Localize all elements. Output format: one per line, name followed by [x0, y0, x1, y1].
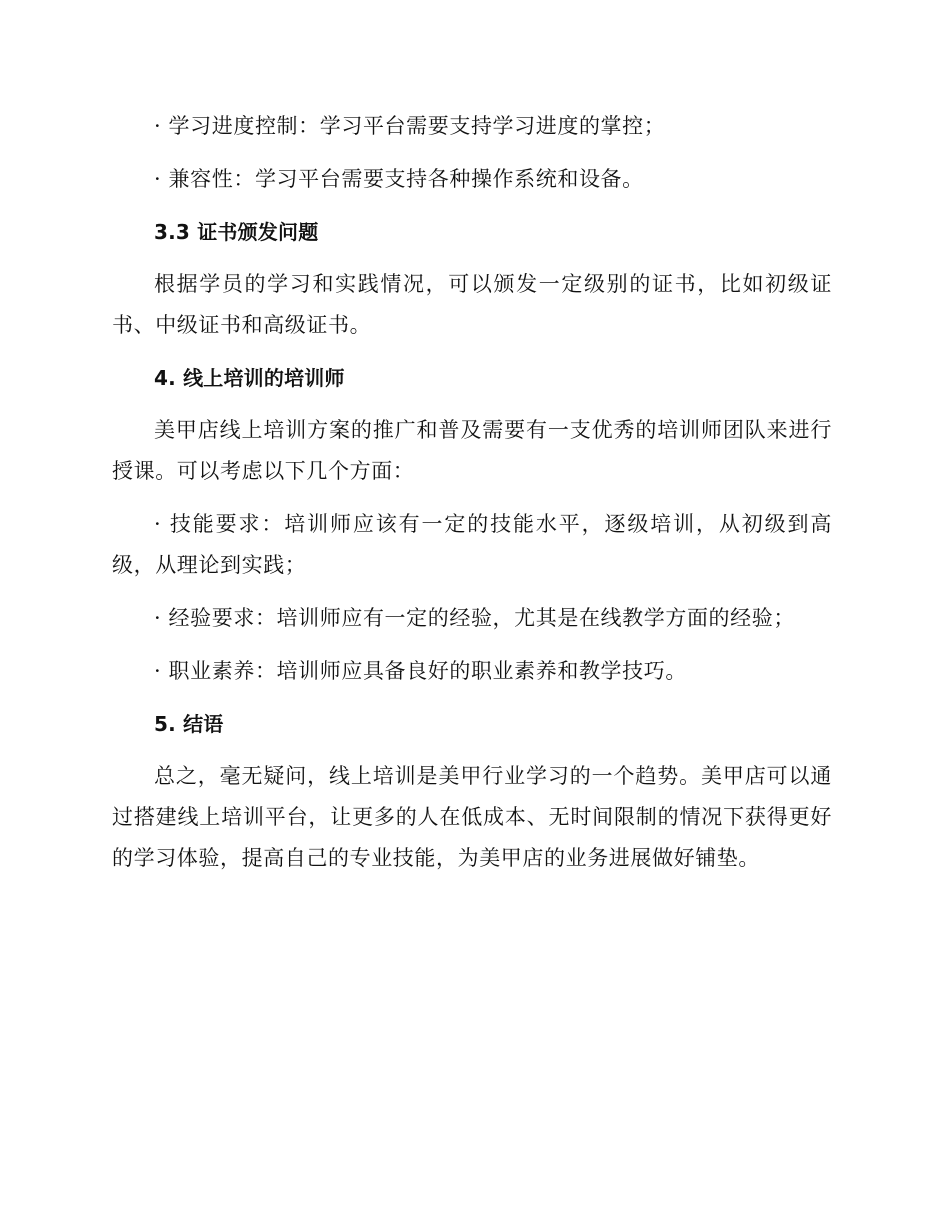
bullet-skill-requirement: · 技能要求：培训师应该有一定的技能水平，逐级培训，从初级到高级，从理论到实践； — [112, 512, 832, 577]
bullet-professional-quality: · 职业素养：培训师应具备良好的职业素养和教学技巧。 — [154, 659, 687, 683]
bullet-compatibility: · 兼容性：学习平台需要支持各种操作系统和设备。 — [154, 167, 644, 191]
document-page — [112, 106, 832, 879]
paragraph-5: 总之，毫无疑问，线上培训是美甲行业学习的一个趋势。美甲店可以通过搭建线上培训平台，让更多的人在低成本、无时间限制的情况下获得更好的学习体验，提高自己的专业技能，为美甲店的业务进展做好铺垫。 — [112, 764, 832, 870]
heading-4: 4. 线上培训的培训师 — [154, 366, 345, 390]
paragraph-3-3: 根据学员的学习和实践情况，可以颁发一定级别的证书，比如初级证书、中级证书和高级证书。 — [112, 272, 832, 337]
bullet-progress-control: · 学习进度控制：学习平台需要支持学习进度的掌控； — [154, 114, 666, 138]
bullet-experience-requirement: · 经验要求：培训师应有一定的经验，尤其是在线教学方面的经验； — [154, 606, 795, 630]
heading-3-3: 3.3 证书颁发问题 — [154, 220, 319, 244]
paragraph-4: 美甲店线上培训方案的推广和普及需要有一支优秀的培训师团队来进行授课。可以考虑以下几个方面： — [112, 418, 832, 483]
heading-5: 5. 结语 — [154, 712, 224, 736]
